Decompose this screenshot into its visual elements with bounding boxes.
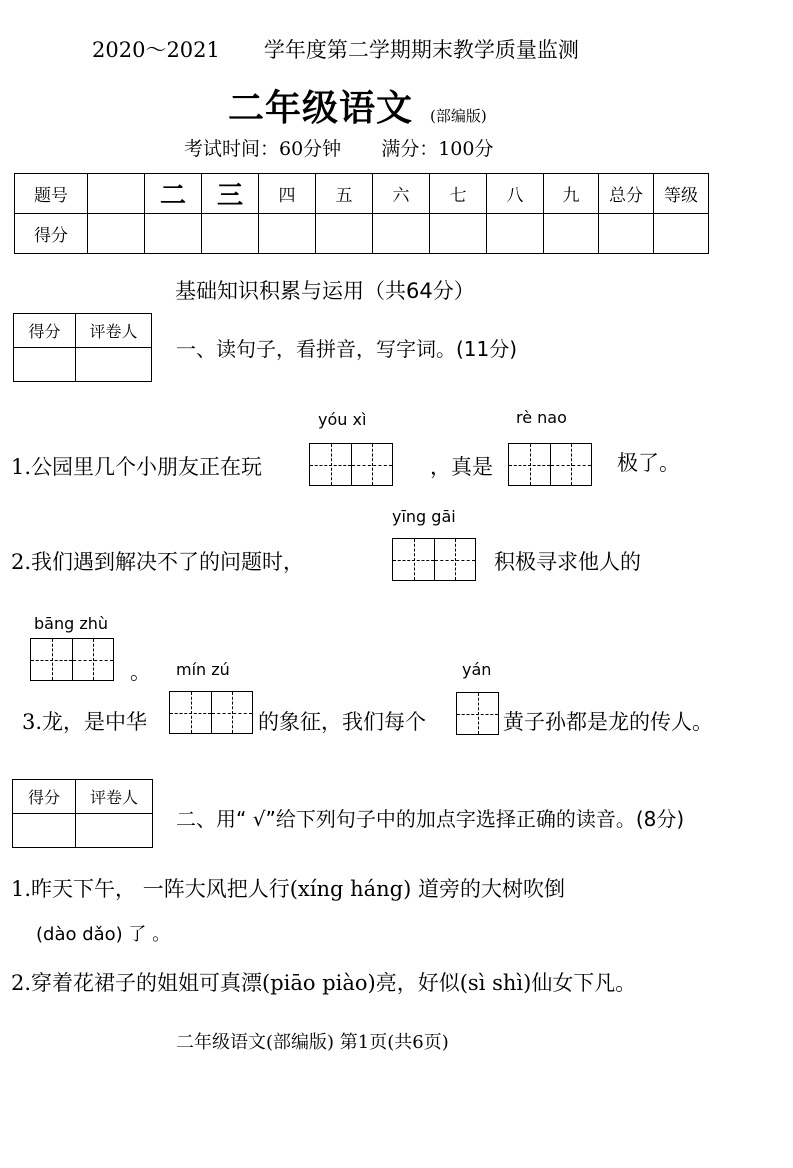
q2-text-a: 2.我们遇到解决不了的问题时， [11,550,305,574]
score-input-cell[interactable] [259,214,316,254]
grader-box [13,313,152,382]
exam-years: 2020～2021 [92,38,220,62]
score-cell: 五 [316,174,373,214]
grader-reviewer-label: 评卷人 [76,780,153,814]
score-cell: 六 [373,174,430,214]
pinyin-yinggai: yīng gāi [392,507,456,526]
q1-text-b: ，真是 [430,455,493,479]
grader-score-label: 得分 [14,314,76,348]
grader-reviewer-label: 评卷人 [76,314,152,348]
score-input-cell[interactable] [316,214,373,254]
score-cell: 题号 [15,174,88,214]
score-table-score-row [15,214,709,254]
pinyin-renao: rè nao [516,408,567,427]
q3-text-b: 的象征，我们每个 [258,710,426,734]
score-input-cell[interactable] [544,214,599,254]
q2-text-b: 积极寻求他人的 [494,550,641,574]
score-input-cell[interactable] [599,214,654,254]
pinyin-bangzhu: bāng zhù [34,614,109,633]
score-input-cell[interactable] [373,214,430,254]
score-input-cell[interactable] [145,214,202,254]
section1-heading: 一、读句子，看拼音，写字词。(11分) [176,337,518,361]
score-input-cell[interactable] [430,214,487,254]
exam-time: 考试时间：60分钟 [184,138,342,160]
writing-grid-yinggai[interactable] [392,538,476,581]
score-row-label: 得分 [15,214,88,254]
score-cell: 七 [430,174,487,214]
grader-score-cell[interactable] [13,814,76,848]
q3-text-a: 3.龙，是中华 [22,710,148,734]
exam-term: 学年度第二学期期末教学质量监测 [263,38,579,62]
writing-grid-yan[interactable] [456,692,499,735]
section2-q1-line2: (dào dǎo) 了 。 [36,924,171,945]
score-input-cell[interactable] [202,214,259,254]
grader-box [12,779,153,848]
score-input-cell[interactable] [487,214,544,254]
writing-grid-youxi[interactable] [309,443,393,486]
section2-heading: 二、用“ √”给下列句子中的加点字选择正确的读音。(8分) [176,807,685,831]
writing-grid-bangzhu[interactable] [30,638,114,681]
pinyin-youxi: yóu xì [318,410,367,429]
part-title: 基础知识积累与运用（共64分） [175,279,475,303]
score-cell: 总分 [599,174,654,214]
grader-score-label: 得分 [13,780,76,814]
score-cell: 三 [202,174,259,214]
writing-grid-renao[interactable] [508,443,592,486]
score-cell: 等级 [654,174,709,214]
q3-text-c: 黄子孙都是龙的传人。 [503,710,713,734]
grader-reviewer-cell[interactable] [76,814,153,848]
grader-reviewer-cell[interactable] [76,348,152,382]
score-cell: 八 [487,174,544,214]
score-input-cell[interactable] [654,214,709,254]
score-input-cell[interactable] [88,214,145,254]
full-score: 满分：100分 [381,138,494,160]
exam-info [184,134,493,161]
page-footer: 二年级语文(部编版) 第1页(共6页) [176,1032,449,1053]
pinyin-yan: yán [462,660,492,679]
exam-title [92,34,579,64]
score-table [14,173,709,254]
score-cell [88,174,145,214]
section2-q1-line1: 1.昨天下午， 一阵大风把人行(xíng háng) 道旁的大树吹倒 [11,877,565,901]
score-table-header-row [15,174,709,214]
q2-text-c: 。 [130,660,151,684]
subject-title: 二年级语文 [228,88,414,129]
score-cell: 二 [145,174,202,214]
q1-text-c: 极了。 [617,451,680,475]
q1-text-a: 1.公园里几个小朋友正在玩 [11,455,263,479]
subject-edition: (部编版) [430,107,487,125]
writing-grid-minzu[interactable] [169,691,253,734]
grader-score-cell[interactable] [14,348,76,382]
section2-q2: 2.穿着花裙子的姐姐可真漂(piāo piào)亮，好似(sì shì)仙女下凡。 [11,971,637,995]
pinyin-minzu: mín zú [176,660,230,679]
score-cell: 九 [544,174,599,214]
score-cell: 四 [259,174,316,214]
